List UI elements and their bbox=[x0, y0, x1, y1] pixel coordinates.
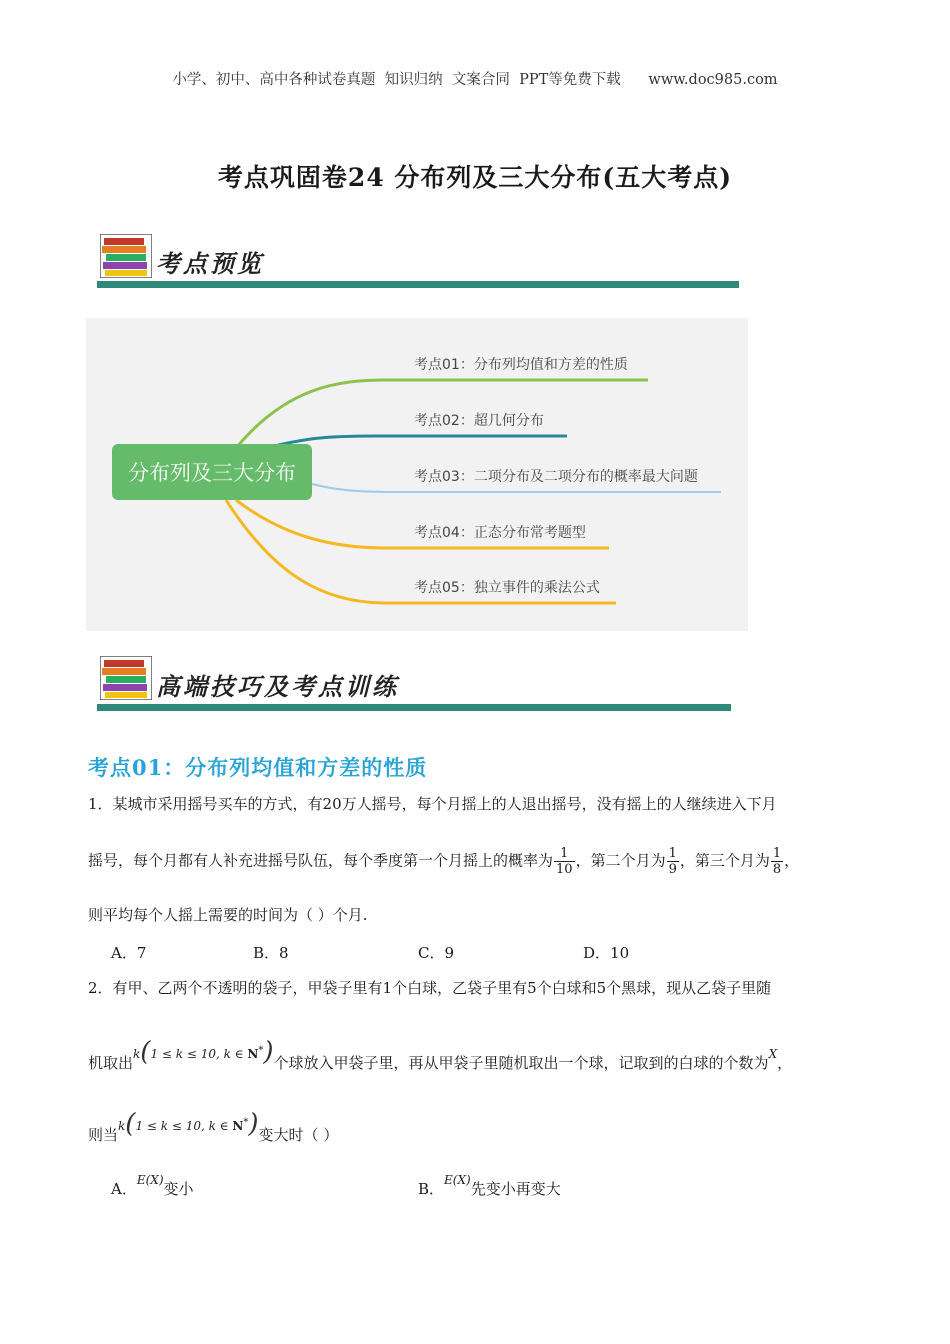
mindmap-center-node: 分布列及三大分布 bbox=[112, 444, 312, 500]
q1-option-a: A．7 bbox=[111, 944, 147, 962]
fraction-1-9: $\frac{1}{9}$ bbox=[668, 846, 677, 877]
q2-option-a: A．$^{E(X)}$变小 bbox=[111, 1173, 194, 1198]
section-heading: 考点01：分布列均值和方差的性质 bbox=[88, 755, 428, 780]
preview-banner-label: 考点预览 bbox=[156, 249, 264, 278]
x-variable: X bbox=[768, 1047, 778, 1061]
q1-line-2 bbox=[88, 846, 799, 877]
q2-line-1: 2．有甲、乙两个不透明的袋子，甲袋子里有1个白球，乙袋子里有5个白球和5个黑球，现从乙袋子里随 bbox=[88, 979, 772, 997]
q1-line-2c: ，第三个月为 bbox=[679, 851, 770, 870]
q2-line-2c: ， bbox=[777, 1054, 793, 1072]
q1-option-b: B．8 bbox=[253, 944, 289, 962]
q1-line-2d: ， bbox=[784, 851, 800, 870]
banner-divider bbox=[97, 281, 739, 288]
books-icon bbox=[100, 656, 152, 704]
q1-line-2a: 摇号，每个月都有人补充进摇号队伍，每个季度第一个月摇上的概率为 bbox=[88, 851, 554, 870]
q1-line-3: 则平均每个人摇上需要的时间为（ ）个月. bbox=[88, 906, 368, 924]
site-header: 小学、初中、高中各种试卷真题 知识归纳 文案合同 PPT等免费下载 www.doc985.com bbox=[172, 72, 778, 88]
mindmap-branch-3: 考点03：二项分布及二项分布的概率最大问题 bbox=[414, 469, 698, 485]
mindmap-branch-5: 考点05：独立事件的乘法公式 bbox=[414, 580, 600, 596]
banner-divider bbox=[97, 704, 731, 711]
mindmap bbox=[86, 318, 748, 631]
k-expression: k(1 ≤ k ≤ 10, k ∈ N*) bbox=[133, 1037, 274, 1067]
q1-line-2b: ，第二个月为 bbox=[575, 851, 666, 870]
k-expression: k(1 ≤ k ≤ 10, k ∈ N*) bbox=[118, 1109, 259, 1139]
fraction-1-10: $\frac{1}{10}$ bbox=[556, 846, 573, 877]
q2-line-2 bbox=[88, 1037, 793, 1074]
document-title: 考点巩固卷24 分布列及三大分布(五大考点) bbox=[217, 163, 733, 192]
fraction-1-8: $\frac{1}{8}$ bbox=[772, 846, 782, 877]
q2-option-b: B．$^{E(X)}$先变小再变大 bbox=[418, 1173, 561, 1198]
expectation-expr: E(X) bbox=[444, 1173, 471, 1187]
q1-line-1: 1．某城市采用摇号买车的方式，有20万人摇号，每个月摇上的人退出摇号，没有摇上的人继续进入下月 bbox=[88, 795, 777, 813]
q2-line-3 bbox=[88, 1109, 339, 1146]
q1-option-d: D．10 bbox=[583, 944, 630, 962]
q2-line-2b: 个球放入甲袋子里，再从甲袋子里随机取出一个球，记取到的白球的个数为 bbox=[273, 1054, 769, 1072]
mindmap-branch-2: 考点02：超几何分布 bbox=[414, 413, 544, 429]
q1-option-c: C．9 bbox=[418, 944, 455, 962]
q2-line-3b: 变大时（ ） bbox=[258, 1126, 339, 1144]
expectation-expr: E(X) bbox=[136, 1173, 164, 1187]
q2-line-3a: 则当 bbox=[88, 1126, 119, 1144]
mindmap-branch-4: 考点04：正态分布常考题型 bbox=[414, 525, 586, 541]
mindmap-branch-1: 考点01：分布列均值和方差的性质 bbox=[414, 357, 628, 373]
q2-line-2a: 机取出 bbox=[88, 1054, 134, 1072]
books-icon bbox=[100, 234, 152, 282]
training-banner-label: 高端技巧及考点训练 bbox=[156, 672, 399, 701]
